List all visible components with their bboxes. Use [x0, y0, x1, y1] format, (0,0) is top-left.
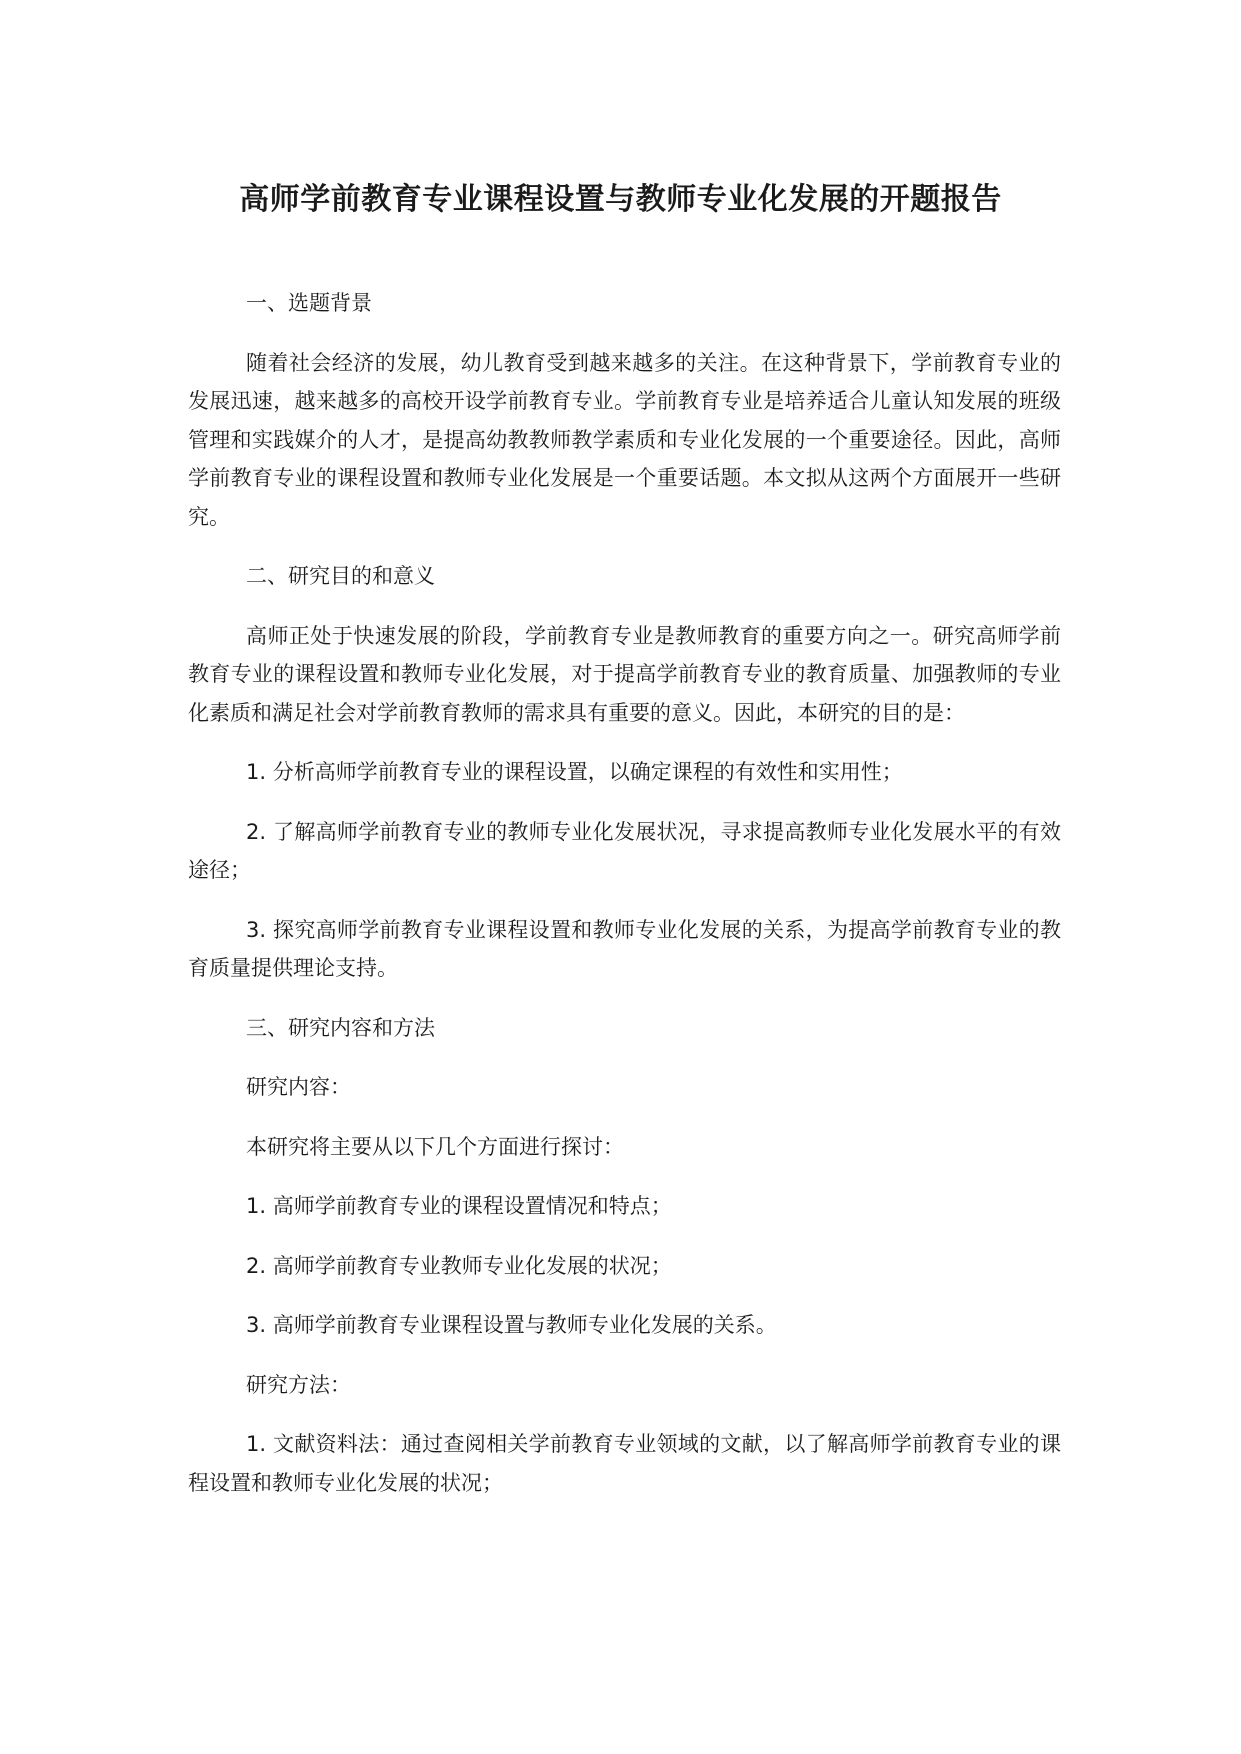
subheading-method: 研究方法： [246, 1372, 351, 1397]
content-item-3: 3. 高师学前教育专业课程设置与教师专业化发展的关系。 [246, 1313, 777, 1337]
section-heading-content-method: 三、研究内容和方法 [246, 1015, 435, 1040]
purpose-item-3: 3. 探究高师学前教育专业课程设置和教师专业化发展的关系，为提高学前教育专业的教育质量提供理论支持。 [188, 917, 1061, 980]
paragraph-content-intro: 本研究将主要从以下几个方面进行探讨： [246, 1134, 624, 1159]
document-body [188, 284, 1061, 1523]
content-item-2: 2. 高师学前教育专业教师专业化发展的状况； [246, 1253, 672, 1278]
paragraph-background: 随着社会经济的发展，幼儿教育受到越来越多的关注。在这种背景下，学前教育专业的发展迅速，越来越多的高校开设学前教育专业。学前教育专业是培养适合儿童认知发展的班级管理和实践媒介的人才，是提高幼教教师教学素质和专业化发展的一个重要途径。因此，高师学前教育专业的课程设置和教师专业化发展是一个重要话题。本文拟从这两个方面展开一些研究。 [188, 350, 1061, 529]
content-item-1: 1. 高师学前教育专业的课程设置情况和特点； [246, 1194, 672, 1218]
section-heading-background: 一、选题背景 [246, 291, 372, 315]
method-item-1: 1. 文献资料法：通过查阅相关学前教育专业领域的文献，以了解高师学前教育专业的课程设置和教师专业化发展的状况； [188, 1432, 1061, 1495]
purpose-item-1: 1. 分析高师学前教育专业的课程设置，以确定课程的有效性和实用性； [246, 760, 903, 784]
section-heading-purpose: 二、研究目的和意义 [246, 564, 435, 588]
paragraph-purpose: 高师正处于快速发展的阶段，学前教育专业是教师教育的重要方向之一。研究高师学前教育专业的课程设置和教师专业化发展，对于提高学前教育专业的教育质量、加强教师的专业化素质和满足社会对学前教育教师的需求具有重要的意义。因此，本研究的目的是： [188, 623, 1061, 725]
subheading-content: 研究内容： [246, 1075, 351, 1099]
document-title: 高师学前教育专业课程设置与教师专业化发展的开题报告 [239, 182, 1002, 217]
purpose-item-2: 2. 了解高师学前教育专业的教师专业化发展状况，寻求提高教师专业化发展水平的有效途径； [188, 819, 1061, 882]
